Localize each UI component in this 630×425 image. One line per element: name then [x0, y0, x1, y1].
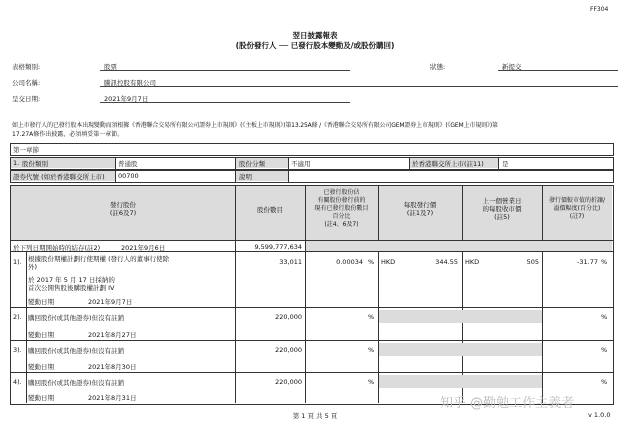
- col-header-price: 每股發行價 (註1及7): [403, 201, 437, 217]
- row4-num: 4).: [13, 378, 22, 386]
- share-class-value: 普通股: [118, 160, 138, 168]
- col-header-closing: 上一個營業日 的每股收市價 (註5): [482, 197, 522, 221]
- row3-num: 3).: [13, 346, 22, 354]
- row1-close-ccy: HKD: [465, 258, 480, 266]
- row1-date: 2021年9月7日: [88, 298, 133, 306]
- row2-date: 2021年8月27日: [88, 331, 137, 339]
- row4-discount-unit: %: [601, 378, 608, 386]
- col-header-event: 發行股份 (註6及7): [109, 201, 137, 217]
- row1-num: 1).: [13, 258, 22, 266]
- row1-pct-unit: %: [368, 258, 375, 266]
- status-label: 狀態:: [430, 63, 446, 71]
- stock-code-label: 證券代號 (如於香港聯交所上市): [13, 173, 105, 181]
- page-subtitle: (股份發行人 ── 已發行股本變動及/或股份購回): [235, 41, 395, 50]
- form-type-field: [100, 60, 350, 71]
- status-value: 新提交: [502, 63, 522, 71]
- divider: [26, 251, 27, 403]
- row-num: 1.: [13, 159, 20, 167]
- row4-gray-cell: [379, 375, 542, 388]
- divider: [498, 157, 499, 169]
- share-category-label: 股份分類: [239, 160, 265, 168]
- row1-pct: 0.00034: [336, 258, 363, 266]
- row2-pct-unit: %: [368, 313, 375, 321]
- row2-num: 2).: [13, 313, 22, 321]
- divider: [378, 185, 379, 403]
- share-category-value: 不適用: [291, 160, 311, 168]
- row3-pct-unit: %: [368, 346, 375, 354]
- row3-date-label: 變動日期: [28, 363, 54, 371]
- row2-gray-cell: [379, 310, 542, 323]
- row1-close: 505: [526, 258, 539, 266]
- row1-discount-unit: %: [601, 258, 608, 266]
- row1-shares: 33,011: [279, 258, 302, 266]
- opening-gray-cell: [306, 241, 612, 251]
- description-label: 說明: [239, 173, 252, 181]
- version: v 1.0.0: [588, 411, 611, 419]
- stock-code-value: 00700: [118, 172, 139, 180]
- row1-date-label: 變動日期: [28, 298, 54, 306]
- row2-desc: 購回股份(或其他證券)但沒有註銷: [28, 314, 125, 322]
- watermark-text: 知乎 @勤勉工作主義者: [440, 396, 575, 411]
- row2-date-label: 變動日期: [28, 331, 54, 339]
- share-class-label: 股份類別: [22, 160, 48, 168]
- row3-discount-unit: %: [601, 346, 608, 354]
- form-type-value: 股票: [104, 63, 117, 71]
- section1-title: 第一章節: [13, 146, 39, 154]
- row3-shares: 220,000: [275, 346, 302, 354]
- row1-desc: 根據股份期權計劃行使期權 (發行人的董事行使除 外): [28, 255, 170, 271]
- page-number: 第 1 頁 共 5 頁: [292, 412, 338, 420]
- row4-date-label: 變動日期: [28, 394, 54, 402]
- col-header-shares: 股份數目: [257, 206, 283, 214]
- row4-date: 2021年8月31日: [88, 394, 137, 402]
- divider: [288, 170, 289, 182]
- col-header-discount: 發行價較市值的折讓/ 溢價幅度(百分比) (註7): [548, 197, 606, 220]
- row1-price-ccy: HKD: [381, 258, 396, 266]
- divider: [115, 157, 116, 169]
- section1-header: [10, 143, 614, 156]
- divider: [288, 157, 289, 169]
- company-field: [100, 76, 618, 87]
- col-header-pct: 已發行股份佔 有關股份發行前的 現有已發行股份數目 百分比 (註4、6及7): [314, 189, 369, 228]
- row1-discount: -31.77: [577, 258, 598, 266]
- opening-balance-label: 於下列日期開始時的結存(註2): [13, 244, 101, 252]
- form-type-label: 表格類別:: [12, 63, 41, 71]
- form-code: FF304: [590, 6, 609, 13]
- listed-value: 是: [502, 160, 509, 168]
- row4-pct-unit: %: [368, 378, 375, 386]
- row2-discount-unit: %: [601, 313, 608, 321]
- company-value: 騰訊控股有限公司: [104, 79, 156, 87]
- date-value: 2021年9月7日: [104, 95, 149, 103]
- row4-desc: 購回股份(或其他證券)但沒有註銷: [28, 379, 125, 387]
- row2-shares: 220,000: [275, 313, 302, 321]
- divider: [10, 372, 613, 373]
- opening-balance-shares: 9,599,777,634: [254, 243, 302, 251]
- listed-label: 於香港聯交所上市(註11): [412, 160, 484, 168]
- intro-text-line2: 17.27A條作出披露，必須填妥第一章節。: [12, 131, 124, 138]
- row1-price: 344.55: [435, 258, 458, 266]
- divider: [10, 307, 613, 308]
- row3-date: 2021年8月30日: [88, 363, 137, 371]
- opening-balance-date: 2021年9月6日: [121, 244, 166, 252]
- page-title: 翌日披露報表: [292, 31, 338, 40]
- divider: [10, 251, 613, 252]
- row1-sub: 於 2017 年 5 月 17 日採納的 首次公開售股後購股權計劃 IV: [28, 276, 115, 292]
- divider: [115, 170, 116, 182]
- row3-desc: 購回股份(或其他證券)但沒有註銷: [28, 347, 125, 355]
- row3-gray-cell: [379, 343, 542, 356]
- divider: [10, 340, 613, 341]
- company-label: 公司名稱:: [12, 79, 41, 87]
- intro-text-line1: 如上市發行人的已發行股本出現變動而須根據《香港聯合交易所有限公司證券上市規則》(《主板上市規則》)第13.25A條 /《香港聯合交易所有限公司GEM證券上市規則》(《GEM上市規則》)第: [12, 122, 498, 129]
- date-label: 呈交日期:: [12, 95, 41, 103]
- row4-shares: 220,000: [275, 378, 302, 386]
